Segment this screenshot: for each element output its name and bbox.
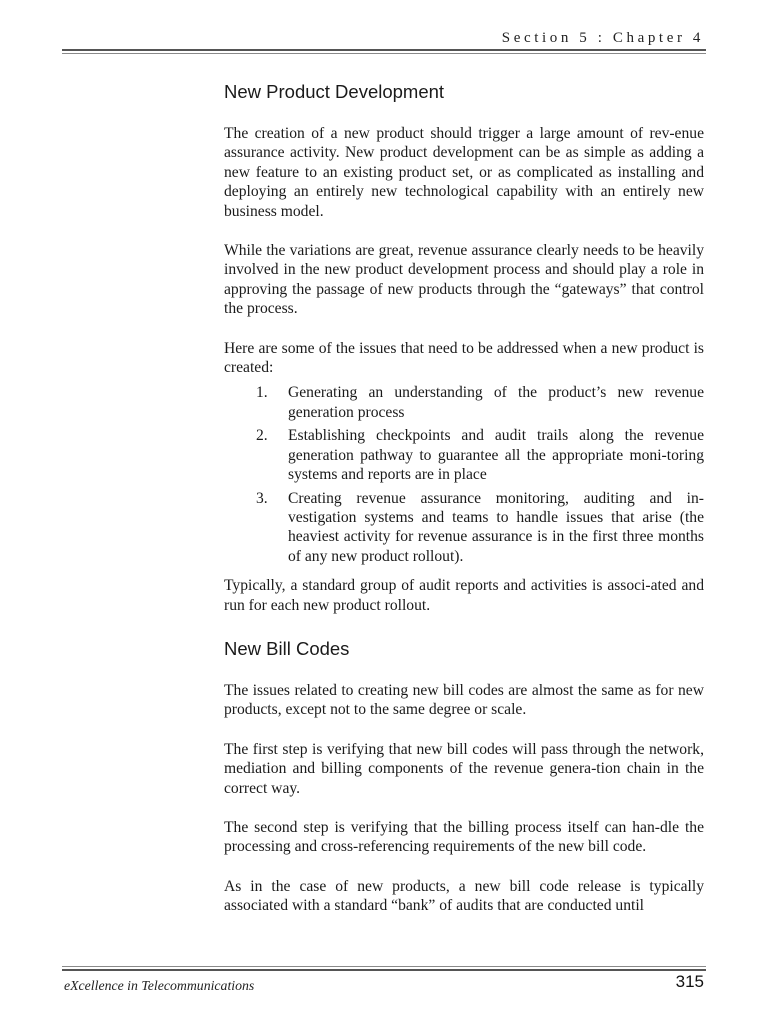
footer-rule-thick [62,969,706,971]
paragraph: The second step is verifying that the billing process itself can han-dle the processing and cross-referencing requirements of the new bill code. [224,818,704,856]
page-number: 315 [675,972,704,991]
running-header: Section 5 : Chapter 4 [501,30,704,46]
list-item-text: Generating an understanding of the product’s new revenue generation process [288,384,704,421]
list-item [256,489,704,567]
publication-title: eXcellence in Telecommunications [64,978,255,993]
paragraph: Typically, a standard group of audit reports and activities is associ-ated and run for each new product rollout. [224,577,704,614]
list-item-number: 1. [256,384,268,402]
header-rule-thin [62,53,706,54]
footer-rule-thin [62,966,706,967]
section-heading-new-bill-codes: New Bill Codes [224,637,350,659]
page-body [224,80,704,916]
header-rule-thick [62,49,706,51]
paragraph: As in the case of new products, a new bill code release is typically associated with a standard “bank” of audits that are conducted until [224,877,704,915]
issues-list [224,383,704,566]
list-item [256,426,704,484]
list-item-number: 3. [256,489,268,507]
paragraph: The issues related to creating new bill codes are almost the same as for new products, except not to the same degree or scale. [224,681,704,719]
list-item [256,383,704,422]
section-heading-new-product-development: New Product Development [224,81,445,102]
paragraph: Here are some of the issues that need to be addressed when a new product is created: [224,339,704,377]
paragraph: The first step is verifying that new bill codes will pass through the network, mediation and billing components of the revenue genera-tion chain in the correct way. [224,740,704,797]
paragraph: While the variations are great, revenue assurance clearly needs to be heavily involved in the new product development process and should play a role in approving the passage of new products through the “gateways” that control the process. [224,242,704,318]
paragraph: The creation of a new product should trigger a large amount of rev-enue assurance activity. New product development can be as simple as adding a new feature to an existing product set, or as complicated as installing and deploying an entirely new technological capability with an entirely new business model. [224,125,704,220]
list-item-text: Creating revenue assurance monitoring, auditing and in-vestigation systems and teams to handle issues that arise (the heaviest activity for revenue assurance is in the first three months of any new product rollout). [288,489,704,565]
list-item-number: 2. [256,427,268,445]
list-item-text: Establishing checkpoints and audit trails along the revenue generation pathway to guarantee all the appropriate moni-toring systems and reports are in place [288,427,704,484]
